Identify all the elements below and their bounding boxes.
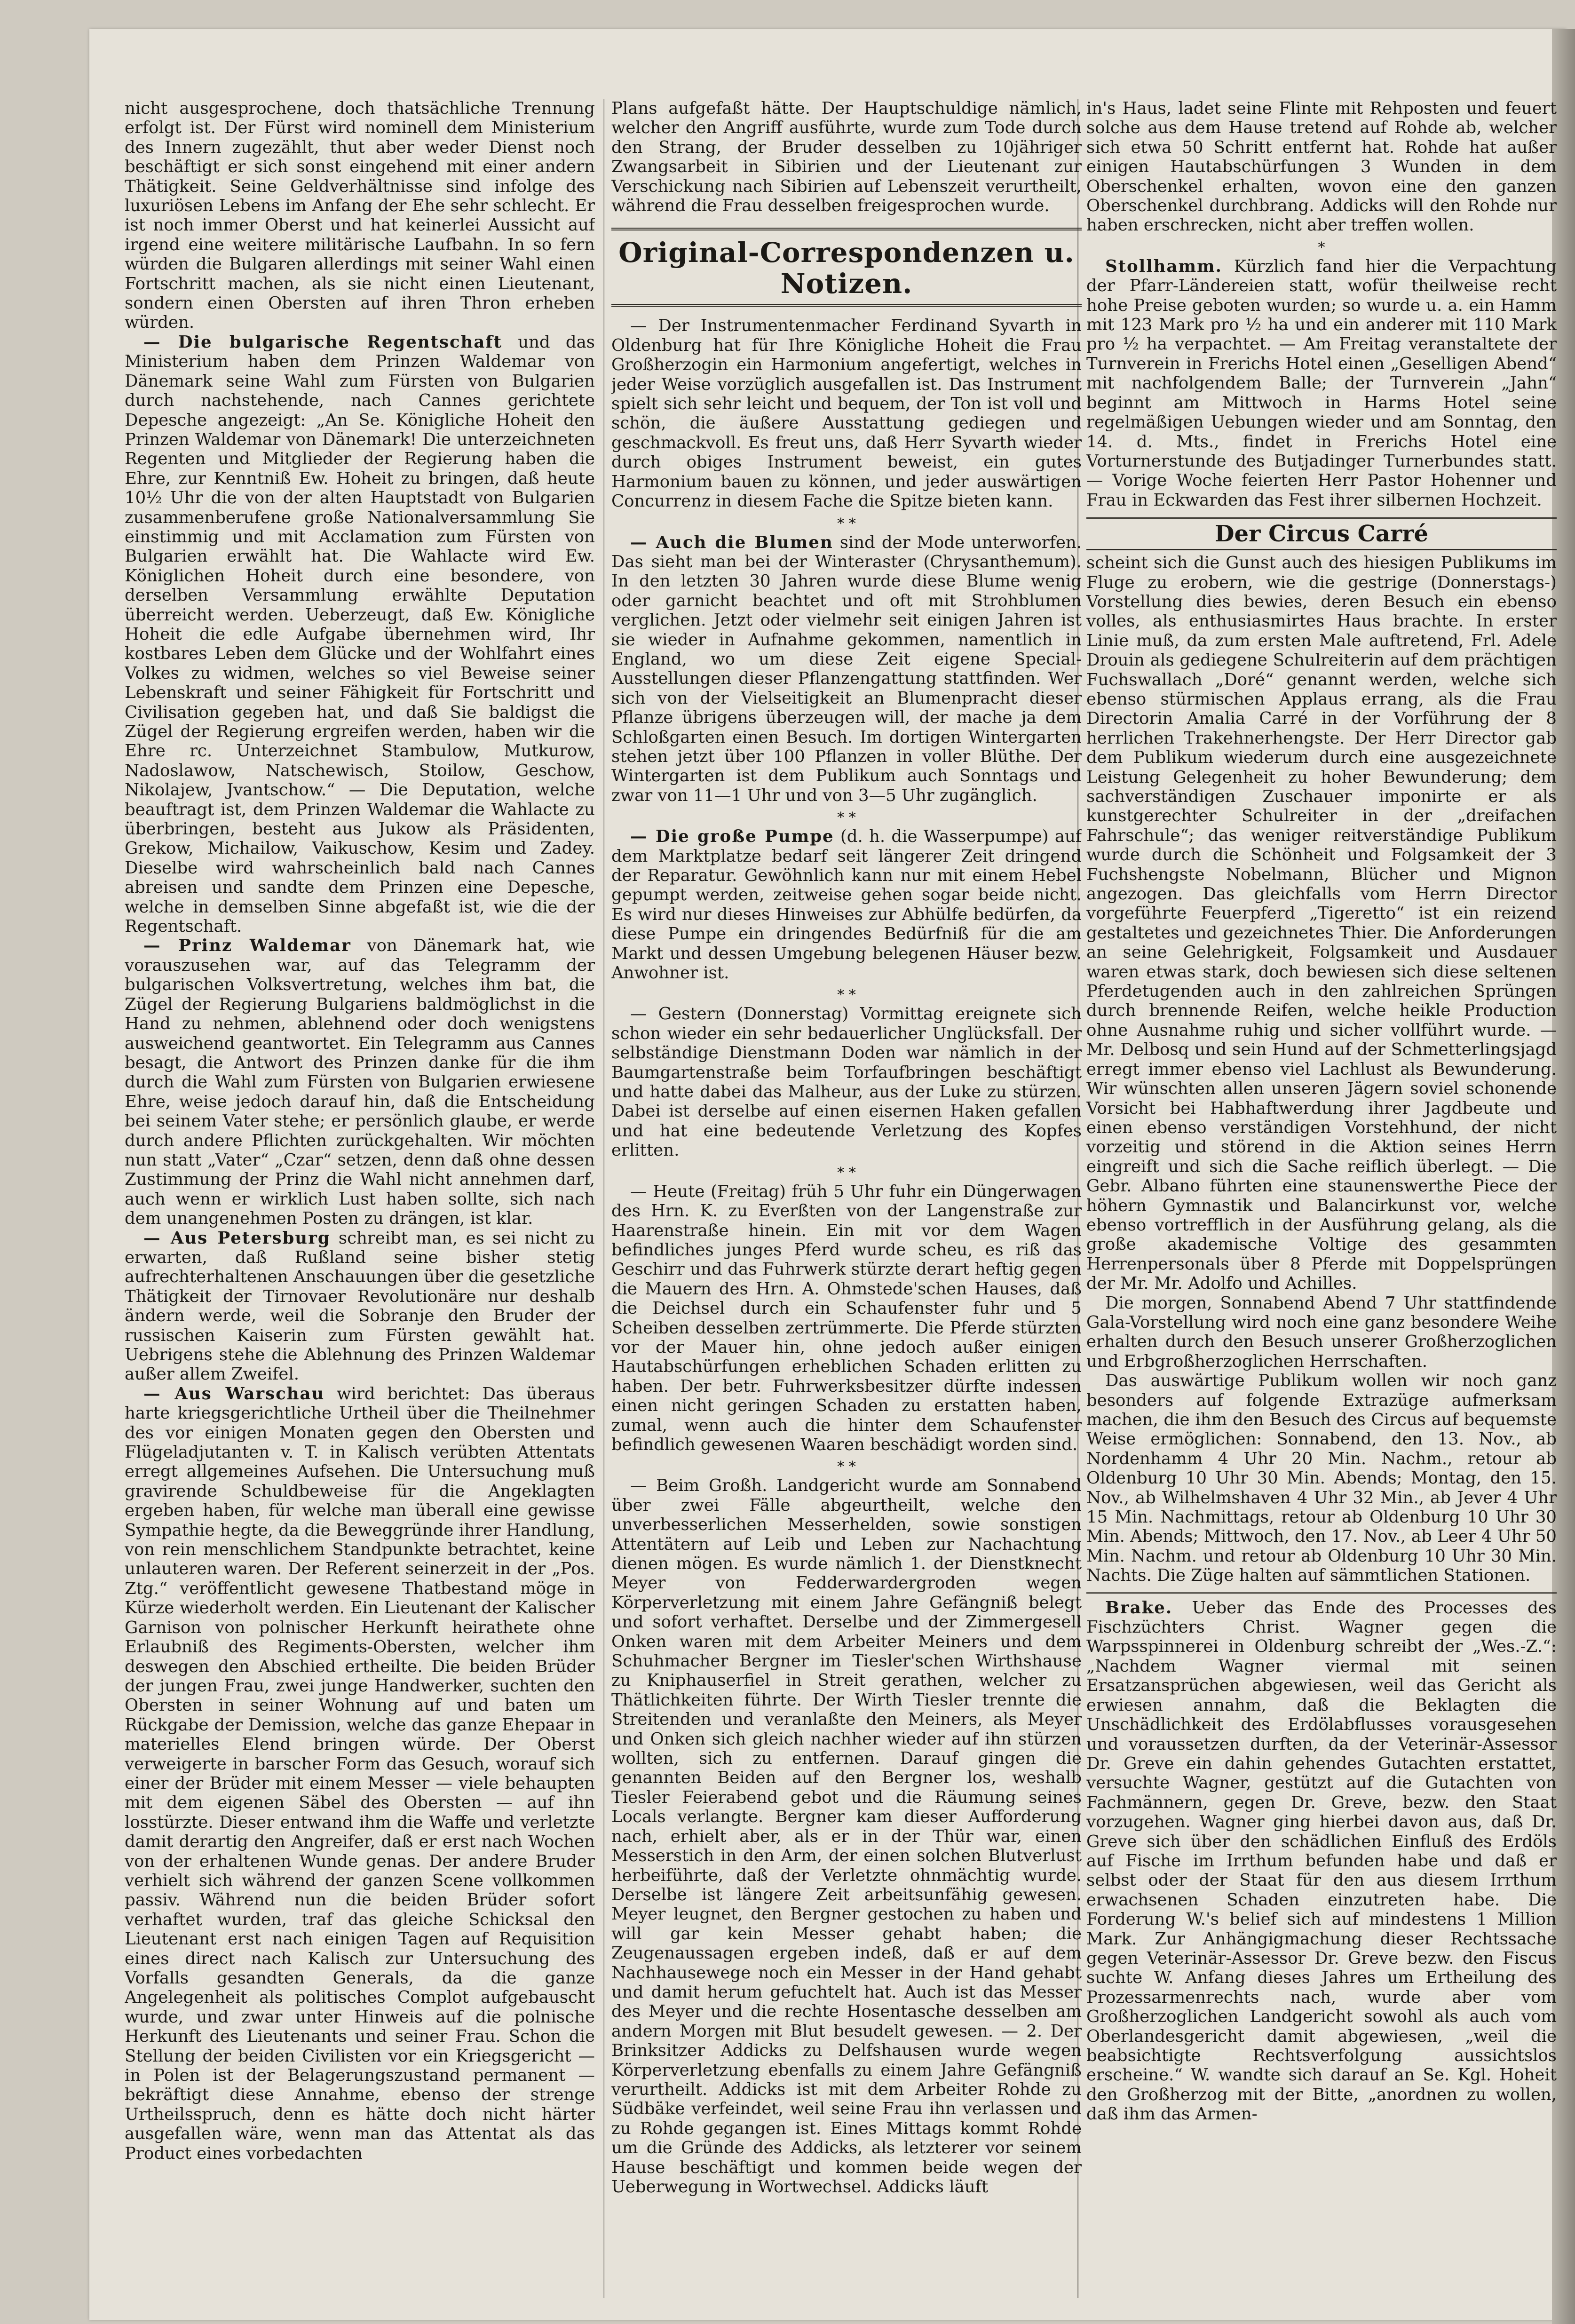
separator-asterisks: * [1318,239,1325,256]
article-heading: Stollhamm. [1105,256,1222,276]
article-text: Ueber das Ende des Processes des Fischzüchters Christ. Wagner gegen die Warpsspinnerei in Oldenburg schreibt der „Wes.-Z.“: „Nachdem Wagner viermal mit seinen Ersatzansprüchen abgewiesen, weil das Gericht als erwiesen annahm, daß die Beklagten die Unschädlichkeit des Erdölabflusses vorausgesehen und voraussetzen durften, da der Veterinär-Assessor Dr. Greve ein dahin gehendes Gutachten erstattet, versuchte Wagner, gestützt auf die Gutachten von Fachmännern, gegen Dr. Greve, bezw. den Staat vorzugehen. Wagner ging hierbei davon aus, daß Dr. Greve sich über den schädlichen Einfluß des Erdöls auf Fische im Irrthum befunden habe und daß er selbst oder der Staat für den aus diesem Irrthum erwachsenen Schaden einzutreten habe. Die Forderung W.'s belief sich auf mindestens 1 Million Mark. Zur Anhängigmachung dieser Rechtssache gegen Veterinär-Assessor Dr. Greve bezw. den Fiscus suchte W. Anfang dieses Jahres um Ertheilung des Prozessarmenrechts nach, wurde aber vom Großherzoglichen Landgericht sowohl als auch vom Oberlandesgericht damit abgewiesen, „weil die beabsichtigte Rechtsverfolgung aussichtslos erscheine.“ W. wandte sich darauf an Se. Kgl. Hoheit den Großherzog mit der Bitte, „anordnen zu wollen, daß ihm das Armen- [1086,1598,1557,2124]
article-text: schreibt man, es sei nicht zu erwarten, daß Rußland seine bisher stetig aufrechterhaltenen Anschauungen über die gesetzliche Thätigkeit der Tirnovaer Revolutionäre nur deshalb ändern werde, weil die Sobranje den Bruder der russischen Kaiserin zum Fürsten gewählt hat. Uebrigens stehe die Ablehnung des Prinzen Waldemar außer allem Zweifel. [125,1228,595,1384]
separator-asterisks: * * [837,1459,856,1475]
article-heading: — Aus Warschau [143,1384,325,1404]
article-text: (d. h. die Wasserpumpe) auf dem Marktplatze bedarf seit längerer Zeit dringend der Reparatur. Gewöhnlich kann nur mit einem Hebel gepumpt werden, zeitweise gehen sogar beide nicht. Es wird nur dieses Hinweises zur Abhülfe bedürfen, da diese Pumpe ein dringendes Bedürfniß für die am Markt und dessen Umgebung belegenen Häuser bezw. Anwohner ist. [611,827,1082,983]
notice-flowers [611,533,1082,806]
circus-text: scheint sich die Gunst auch des hiesigen Publikums im Fluge zu erobern, wie die gestrige (Donnerstags-) Vorstellung dies bewies, deren Besuch ein ebenso volles, als enthusiasmirtes Haus brachte. In erster Linie muß, da zum ersten Male auftretend, Frl. Adele Drouin als gediegene Schulreiterin auf dem prächtigen Fuchswallach „Doré“ genannt werden, welche sich ebenso stürmischen Applaus errang, als die Frau Directorin Amalia Carré in der Vorführung der 8 herrlichen Trakehnerhengste. Der Herr Director gab dem Publikum wiederum durch eine ausgezeichnete Leistung Gelegenheit zu hoher Bewunderung; dem sachverständigen Zuschauer imponirte er als kunstgerechter Schulreiter in der „dreifachen Fahrschule“; das weniger reitverständige Publikum wurde durch die Schönheit und Folgsamkeit der 3 Fuchshengste Nobelmann, Blücher und Mignon angezogen. Das gleichfalls vom Herrn Director vorgeführte Feuerpferd „Tigeretto“ ist ein reizend gestaltetes und gezeichnetes Thier. Die Anforderungen an seine Gelehrigkeit, Folgsamkeit und Ausdauer waren etwas stark, doch bewiesen sich diese seltenen Pferdetugenden auch in den zahlreichen Sprüngen durch brennende Reifen, welche heikle Production ohne Ausnahme ruhig und sicher vollführt wurde. — Mr. Delbosq und sein Hund auf der Schmetterlingsjagd erregt immer ebenso viel Lachlust als Bewunderung. Wir wünschten allen unseren Jägern soviel schonende Vorsicht bei Habhaftwerdung ihrer Jagdbeute und einen ebenso verständigen Vorstehhund, der nicht vorzeitig und störend in die Aktion seines Herrn eingreift und sich die Sache reiflich überlegt. — Die Gebr. Albano führten eine staunenswerthe Piece der höhern Gymnastik und Balancirkunst vor, welche ebenso vortrefflich in der Ausführung gelang, als die große akademische Voltige des gesammten Herrenpersonals über 8 Pferde mit Doppelsprüngen der Mr. Mr. Adolfo und Achilles. [1086,553,1557,1293]
separator-asterisks: * * [837,987,856,1004]
article-heading: Brake. [1105,1598,1173,1618]
notice-court: — Beim Großh. Landgericht wurde am Sonnabend über zwei Fälle abgeurtheilt, welche den unverbesserlichen Messerhelden, sowie sonstigen Attentätern auf Leib und Leben zur Nachachtung dienen mögen. Es wurde nämlich 1. der Dienstknecht Meyer von Fedderwardergroden wegen Körperverletzung mit einem Jahre Gefängniß belegt und sofort verhaftet. Derselbe und der Zimmergesell Onken waren mit dem Arbeiter Meiners und dem Schuhmacher Bergner im Tiesler'schen Wirthshause zu Kniphauserfiel in Streit gerathen, welcher zu Thätlichkeiten führte. Der Wirth Tiesler trennte die Streitenden und veranlaßte den Meiners, als Meyer und Onken sich gleich nachher wieder auf ihn stürzen wollten, sich zu entfernen. Darauf gingen die genannten Beiden auf den Bergner los, weshalb Tiesler Feierabend gebot und die Räumung seines Locals verlangte. Bergner kam dieser Aufforderung nach, erhielt aber, als er in der Thür war, einen Messerstich in den Arm, der einen solchen Blutverlust herbeiführte, daß der Verletzte ohnmächtig wurde. Derselbe ist längere Zeit arbeitsunfähig gewesen. Meyer leugnet, den Bergner gestochen zu haben und will gar kein Messer gehabt haben; die Zeugenaussagen ergeben indeß, daß er auf dem Nachhausewege noch ein Messer in der Hand gehabt und damit herum gefuchtelt hat. Auch ist das Messer des Meyer und die rechte Hosentasche desselben am andern Morgen mit Blut besudelt gewesen. — 2. Der Brinksitzer Addicks zu Delfshausen wurde wegen Körperverletzung ebenfalls zu einem Jahre Gefängniß verurtheilt. Addicks ist mit dem Arbeiter Rohde zu Südbäke verfeindet, weil seine Frau ihn verlassen und zu Rohde gegangen ist. Eines Mittags kommt Rohde um die Gründe des Addicks, als letzterer vor seinem Hause beschäftigt und kommen beide wegen der Ueberwegung in Wortwechsel. Addicks läuft [611,1476,1082,2197]
circus-text: Die morgen, Sonnabend Abend 7 Uhr stattfindende Gala-Vorstellung wird noch eine ganz besondere Weihe erhalten durch den Besuch unserer Großherzoglichen und Erbgroßherzoglichen Herrschaften. [1086,1293,1557,1371]
article-bulgarian-regency [125,333,595,936]
circus-title: Der Circus Carré [1086,517,1557,550]
notice-accident: — Gestern (Donnerstag) Vormittag ereignete sich schon wieder ein sehr bedauerlicher Unglücksfall. Der selbständige Dienstmann Doden war nämlich in der Baumgartenstraße beim Torfaufbringen beschäftigt und hatte dabei das Malheur, aus der Luke zu stürzen. Dabei ist derselbe auf einen eisernen Haken gefallen und hat eine bedeutende Verletzung des Kopfes erlitten. [611,1004,1082,1160]
article-prince-waldemar [125,936,595,1228]
article-heading: — Die große Pumpe [630,827,834,847]
notice-stollhamm [1086,257,1557,510]
article-petersburg [125,1229,595,1384]
article-heading: — Auch die Blumen [630,532,833,552]
article-text: sind der Mode unterworfen. Das sieht man bei der Winteraster (Chrysanthemum). In den letzten 30 Jahren wurde diese Blume wenig oder garnicht beachtet und oft mit Strohblumen verglichen. Jetzt oder vielmehr seit einigen Jahren ist sie wieder in Aufnahme gekommen, namentlich in England, wo um diese Zeit eigene Special-Ausstellungen dieser Pflanzengattung stattfinden. Wer sich von der Vielseitigkeit an Blumenpracht dieser Pflanze übrigens überzeugen will, der mache ja dem Schloßgarten einen Besuch. Im dortigen Wintergarten stehen jetzt über 100 Pflanzen in voller Blüthe. Der Wintergarten ist dem Publikum auch Sonntags und zwar von 11—1 Uhr und von 3—5 Uhr zugänglich. [611,532,1082,805]
article-text: und das Ministerium haben dem Prinzen Waldemar von Dänemark seine Wahl zum Fürsten von Bulgarien durch nachstehende, nach Cannes gerichtete Depesche angezeigt: „An Se. Königliche Hoheit den Prinzen Waldemar von Dänemark! Die unterzeichneten Regenten und Mitglieder der Regierung haben die Ehre, zur Kenntniß Ew. Hoheit zu bringen, daß heute 10½ Uhr die von der alten Hauptstadt von Bulgarien zusammenberufene große Nationalversammlung Sie einstimmig und mit Acclamation zum Fürsten von Bulgarien erwählt hat. Die Wahlacte wird Ew. Königlichen Hoheit durch eine besondere, von derselben Versammlung erwählte Deputation überreicht werden. Ueberzeugt, daß Ew. Königliche Hoheit die edle Aufgabe übernehmen wird, Ihr kostbares Leben dem Glücke und der Wohlfahrt eines Volkes zu widmen, welches so viel Beweise seiner Lebenskraft und seiner Fähigkeit für Fortschritt und Civilisation gegeben hat, und daß Sie baldigst die Zügel der Regierung ergreifen werden, haben wir die Ehre rc. Unterzeichnet Stambulow, Mutkurow, Nadoslawow, Natschewisch, Stoilow, Geschow, Nikolajew, Jvantschow.“ — Die Deputation, welche beauftragt ist, dem Prinzen Waldemar die Wahlacte zu überbringen, besteht aus Jukow als Präsidenten, Grekow, Michailow, Vaikuschow, Kesim und Zadey. Dieselbe wird wahrscheinlich bald nach Cannes abreisen und sandte dem Prinzen eine Depesche, welche in demselben Sinne abgefaßt ist, wie die der Regentschaft. [125,332,595,936]
separator-asterisks: * * [837,515,856,532]
separator-asterisks: * * [837,809,856,826]
article-text: Plans aufgefaßt hätte. Der Hauptschuldige nämlich, welcher den Angriff ausführte, wurde zum Tode durch den Strang, der Bruder desselben zu 10jähriger Zwangsarbeit in Sibirien und der Lieutenant zur Verschickung nach Sibirien auf Lebenszeit verurtheilt, während die Frau desselben freigesprochen wurde. [611,99,1082,216]
article-text: wird berichtet: Das überaus harte kriegsgerichtliche Urtheil über die Theilnehmer des vor einigen Monaten gegen den Obersten und Flügeladjutanten v. T. in Kalisch verübten Attentats erregt allgemeines Aufsehen. Die Untersuchung muß gravirende Schuldbeweise für die Angeklagten ergeben haben, für welche man überall eine gewisse Sympathie hegte, da die Beweggründe ihrer Handlung, von rein menschlichem Standpunkte betrachtet, keine unlauteren waren. Der Referent seinerzeit in der „Pos. Ztg.“ veröffentlicht gewesene Thatbestand möge in Kürze wiederholt werden. Ein Lieutenant der Kalischer Garnison von polnischer Herkunft heirathete ohne Erlaubniß des Regiments-Obersten, welcher ihm deswegen den Abschied ertheilte. Die beiden Brüder der jungen Frau, zwei junge Handwerker, suchten den Obersten in seiner Wohnung auf und baten um Rückgabe der Demission, welche das ganze Ehepaar in materielles Elend bringen würde. Der Oberst verweigerte in barscher Form das Gesuch, worauf sich einer der Brüder mit einem Messer — viele behaupten mit dem eigenen Säbel des Obersten — auf ihn losstürzte. Dieser entwand ihm die Waffe und verletzte damit derartig den Angreifer, daß er erst nach Wochen von der erhaltenen Wunde genas. Der andere Bruder verhielt sich während der ganzen Scene vollkommen passiv. Während nun die beiden Brüder sofort verhaftet wurden, traf das gleiche Schicksal den Lieutenant erst nach einigen Tagen auf Requisition eines direct nach Kalisch zur Untersuchung des Vorfalls gesandten Generals, da die ganze Angelegenheit als politisches Complot aufgebauscht wurde, und zwar unter Hinweis auf die polnische Herkunft des Lieutenants und seiner Frau. Schon die Stellung der beiden Civilisten vor ein Kriegsgericht — in Polen ist der Belagerungszustand permanent — bekräftigt diese Annahme, ebenso der strenge Urtheilsspruch, denn es hätte doch nicht härter ausgefallen wäre, wenn man das Attentat als das Product eines vorbedachten [125,1384,595,2163]
article-warsaw [125,1384,595,2163]
article-heading: — Aus Petersburg [143,1228,331,1248]
column-1 [125,99,595,2298]
separator-asterisks: * * [837,1164,856,1181]
article-text: von Dänemark hat, wie vorauszusehen war, auf das Telegramm der bulgarischen Volksvertretung, welches ihm bat, die Zügel der Regierung Bulgariens baldmöglichst in die Hand zu nehmen, ablehnend oder doch wenigstens ausweichend geantwortet. Ein Telegramm aus Cannes besagt, die Antwort des Prinzen danke für die ihm durch die Wahl zum Fürsten von Bulgarien erwiesene Ehre, weise jedoch darauf hin, daß die Entscheidung bei seinem Vater stehe; er persönlich glaube, er werde durch andere Pflichten zurückgehalten. Wir möchten nun statt „Vater“ „Czar“ setzen, denn daß ohne dessen Zustimmung der Prinz die Wahl nicht annehmen darf, auch wenn er wirklich Lust haben sollte, sich nach dem unangenehmen Posten zu drängen, ist klar. [125,936,595,1229]
article-heading: — Die bulgarische Regentschaft [143,332,503,352]
notice-dung-wagon: — Heute (Freitag) früh 5 Uhr fuhr ein Düngerwagen des Hrn. K. zu Everßten von der Langenstraße zur Haarenstraße hinein. Ein mit vor dem Wagen befindliches junges Pferd wurde scheu, es riß das Geschirr und das Fuhrwerk stürzte derart heftig gegen die Mauern des Hrn. A. Ohmstede'schen Hauses, daß die Deichsel durch ein Schaufenster fuhr und 5 Scheiben desselben zertrümmerte. Die Pferde stürzten vor der Mauer hin, ohne jedoch außer einigen Hautabschürfungen erheblichen Schaden erlitten zu haben. Der betr. Fuhrwerksbesitzer dürfte indessen einen nicht geringen Schaden zu erstatten haben, zumal, wenn auch die hinter dem Schaufenster befindlich gewesenen Waaren beschädigt worden sind. [611,1182,1082,1454]
article-heading: — Prinz Waldemar [143,936,351,956]
article-text: in's Haus, ladet seine Flinte mit Rehposten und feuert solche aus dem Hause tretend auf Rohde ab, welcher sich etwa 50 Schritt entfernt hat. Rohde hat außer einigen Hautabschürfungen 3 Wunden in dem Oberschenkel erhalten, wovon eine den ganzen Oberschenkel durchbrang. Addicks will den Rohde nur haben erschrecken, nicht aber treffen wollen. [1086,99,1557,235]
column-3 [1086,99,1557,2298]
notice-brake [1086,1598,1557,2124]
notice-harmonium: — Der Instrumentenmacher Ferdinand Syvarth in Oldenburg hat für Ihre Königliche Hoheit die Frau Großherzogin ein Harmonium angefertigt, welches in jeder Weise vorzüglich ausgefallen ist. Das Instrument spielt sich sehr leicht und bequem, der Ton ist voll und schön, die äußere Ausstattung gediegen und geschmackvoll. Es freut uns, daß Herr Syvarth wieder durch obiges Instrument beweist, ein gutes Harmonium bauen zu können, und jeder auswärtigen Concurrenz in diesem Fache die Spitze bieten kann. [611,316,1082,511]
section-title: Original-Correspondenzen u. Notizen. [611,228,1082,307]
divider [1086,1592,1557,1594]
column-2 [611,99,1082,2298]
circus-text: Das auswärtige Publikum wollen wir noch ganz besonders auf folgende Extrazüge aufmerksam machen, die ihm den Besuch des Circus auf bequemste Weise ermöglichen: Sonnabend, den 13. Nov., ab Nordenhamm 4 Uhr 20 Min. Nachm., retour ab Oldenburg 10 Uhr 30 Min. Abends; Montag, den 15. Nov., ab Wilhelmshaven 4 Uhr 32 Min., ab Jever 4 Uhr 15 Min. Nachmittags, retour ab Oldenburg 10 Uhr 30 Min. Abends; Mittwoch, den 17. Nov., ab Leer 4 Uhr 50 Min. Nachm. und retour ab Oldenburg 10 Uhr 30 Min. Nachts. Die Züge halten auf sämmtlichen Stationen. [1086,1371,1557,1586]
column-divider [603,99,604,2298]
notice-pump [611,827,1082,983]
article-text: Kürzlich fand hier die Verpachtung der Pfarr-Ländereien statt, wofür theilweise recht hohe Preise geboten wurden; so wurde u. a. ein Hamm mit 123 Mark pro ½ ha und ein anderer mit 110 Mark pro ½ ha verpachtet. — Am Freitag veranstaltete der Turnverein in Frerichs Hotel einen „Geselligen Abend“ mit nachfolgendem Balle; der Turnverein „Jahn“ beginnt am Mittwoch in Harms Hotel seine regelmäßigen Uebungen wieder und am Sonntag, den 14. d. Mts., findet in Frerichs Hotel eine Vorturnerstunde des Butjadinger Turnerbundes statt. — Vorige Woche feierten Herr Pastor Hohenner und Frau in Eckwarden das Fest ihrer silbernen Hochzeit. [1086,256,1557,510]
article-text: nicht ausgesprochene, doch thatsächliche Trennung erfolgt ist. Der Fürst wird nominell dem Ministerium des Innern zugezählt, thut aber weder Dienst noch beschäftigt er sich sonst eingehend mit einer andern Thätigkeit. Seine Geldverhältnisse sind infolge des luxuriösen Lebens im Anfang der Ehe sehr schlecht. Er ist noch immer Oberst und hat keinerlei Aussicht auf irgend eine weitere militärische Laufbahn. In so fern würden die Bulgaren allerdings mit seiner Wahl einen Fortschritt machen, als sie nicht einen Lieutenant, sondern einen Obersten auf ihren Thron erheben würden. [125,99,595,333]
